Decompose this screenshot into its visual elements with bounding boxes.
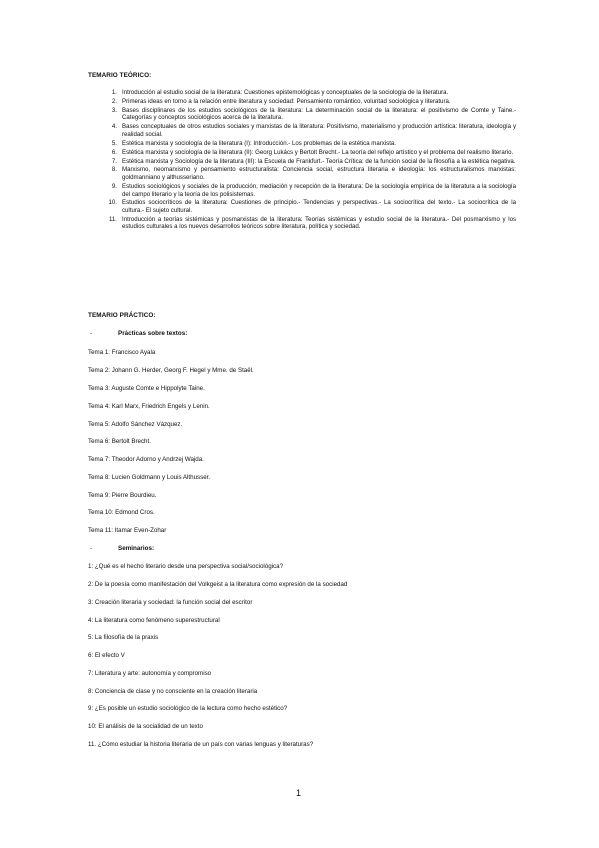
item-text: Introducción a teorías sistémicas y posmarxistas de la literatura: Teorías sistémicas y estudio social de la literatura.- Del posmarxismo y los estudios culturales a los nuevos desarrollos teóricos sobre literatura, política y sociedad. (122, 215, 516, 231)
tema-line: Tema 11: Itamar Even-Zohar (88, 527, 167, 534)
teorico-item (88, 98, 516, 106)
seminario-line: 10: El análisis de la socialidad de un texto (88, 723, 203, 730)
seminario-line: 11. ¿Cómo estudiar la historia literaria de un país con varias lenguas y literaturas? (88, 741, 314, 748)
item-number: 1. (111, 89, 117, 96)
item-number: 8. (111, 166, 117, 174)
seminario-line: 5: La filosofía de la praxis (88, 634, 159, 641)
bullet-dash: - (90, 330, 93, 337)
item-text: Bases conceptuales de otros estudios sociales y marxistas de la literatura: Positivismo, materialismo y producción artística: literatura, ideología y realidad social. (122, 123, 516, 138)
seminario-line: 1: ¿Qué es el hecho literario desde una perspectiva social/sociológica? (88, 563, 284, 570)
tema-line: Tema 5: Adolfo Sánchez Vázquez. (88, 421, 183, 428)
teorico-item (88, 166, 516, 181)
item-text: Estudios sociológicos y sociales de la producción, mediación y recepción de la literatura: De la sociología empírica de la literatura a la sociología del campo literario y la teoría de los polisistemas. (122, 182, 516, 198)
item-text: Estética marxista y sociología de la literatura (I): Introducción.- Los problemas de la estética marxista. (122, 139, 396, 147)
item-number: 3. (111, 106, 117, 114)
item-number: 11. (108, 215, 117, 223)
teorico-item (88, 158, 516, 166)
teorico-item (88, 123, 516, 138)
seminarios-label: Seminarios: (118, 545, 155, 552)
item-text: Introducción al estudio social de la literatura: Cuestiones epistemológicas y conceptuales de la sociología de la literatura. (122, 89, 449, 96)
seminarios-subheading (90, 545, 155, 552)
tema-line: Tema 3: Auguste Comte e Hippolyte Taine. (88, 385, 205, 392)
item-text: Marxismo, neomarxismo y pensamiento estructuralista: Conciencia social, estructura literaria e ideología: los estructuralismos marxistas: goldmanniano y althusseriano. (122, 166, 516, 182)
item-text: Estética marxista y sociología de la literatura (II): Georg Lukács y Bertolt Brecht.- La teoría del reflejo artístico y el problema del realismo literario. (122, 148, 514, 156)
teorico-list (88, 89, 516, 232)
tema-line: Tema 10: Edmond Cros. (88, 509, 155, 516)
seminario-line: 6: El efecto V (88, 652, 125, 659)
item-text: Estudios sociocríticos de la literatura: Cuestiones de principio.- Tendencias y perspectivas.- La sociocrítica del texto.- La sociocrítica de la cultura.- El sujeto cultural. (122, 199, 516, 214)
bullet-dash: - (90, 545, 93, 552)
tema-line: Tema 6: Bertolt Brecht. (88, 438, 151, 445)
page-number: 1 (296, 788, 302, 798)
item-number: 7. (111, 157, 117, 165)
seminario-line: 7: Literatura y arte: autonomía y compromiso (88, 670, 212, 677)
item-number: 5. (111, 139, 117, 147)
tema-line: Tema 7: Theodor Adorno y Andrzej Wajda. (88, 456, 204, 463)
practico-heading: TEMARIO PRÁCTICO: (88, 312, 156, 319)
seminario-line: 3: Creación literaria y sociedad: la función social del escritor (88, 599, 253, 606)
teorico-heading: TEMARIO TEÓRICO: (88, 72, 152, 79)
seminario-line: 8: Conciencia de clase y no consciente en la creación literaria (88, 688, 258, 695)
item-text: Primeras ideas en torno a la relación entre literatura y sociedad: Pensamiento romántico, voluntad sociológica y literatura. (122, 97, 451, 105)
seminario-line: 2: De la poesía como manifestación del Volkgeist a la literatura como expresión de la sociedad (88, 581, 348, 588)
seminario-line: 9: ¿Es posible un estudio sociológico de la lectura como hecho estético? (88, 705, 288, 712)
practicas-subheading (90, 330, 188, 337)
tema-line: Tema 1: Francisco Ayala (88, 349, 156, 356)
teorico-item (88, 89, 516, 97)
item-number: 4. (111, 123, 117, 131)
teorico-item (88, 216, 516, 231)
item-text: Bases disciplinares de los estudios sociológicos de la literatura: La determinación social de la literatura: el positivismo de Comte y Taine.- Categorías y conceptos sociológicos acerca de la literatura. (122, 106, 516, 122)
item-text: Estética marxista y Sociología de la literatura (III): la Escuela de Frankfurt.- Teoría Crítica: de la función social de la filosofía a la estética negativa. (122, 157, 516, 165)
practicas-label: Prácticas sobre textos: (118, 330, 188, 337)
tema-line: Tema 9: Pierre Bourdieu. (88, 492, 157, 499)
tema-line: Tema 2: Johann G. Herder, Georg F. Hegel y Mme. de Staël. (88, 367, 254, 374)
teorico-item (88, 140, 516, 148)
tema-line: Tema 4: Karl Marx, Friedrich Engels y Lenin. (88, 403, 210, 410)
item-number: 10. (108, 199, 117, 207)
tema-line: Tema 8: Lucien Goldmann y Louis Althusser. (88, 474, 211, 481)
seminario-line: 4: La literatura como fenómeno superestructural (88, 617, 220, 624)
item-number: 9. (111, 182, 117, 190)
teorico-item (88, 149, 516, 157)
item-number: 6. (111, 148, 117, 156)
teorico-item (88, 183, 516, 198)
item-number: 2. (111, 97, 117, 105)
teorico-item (88, 199, 516, 214)
teorico-item (88, 107, 516, 122)
